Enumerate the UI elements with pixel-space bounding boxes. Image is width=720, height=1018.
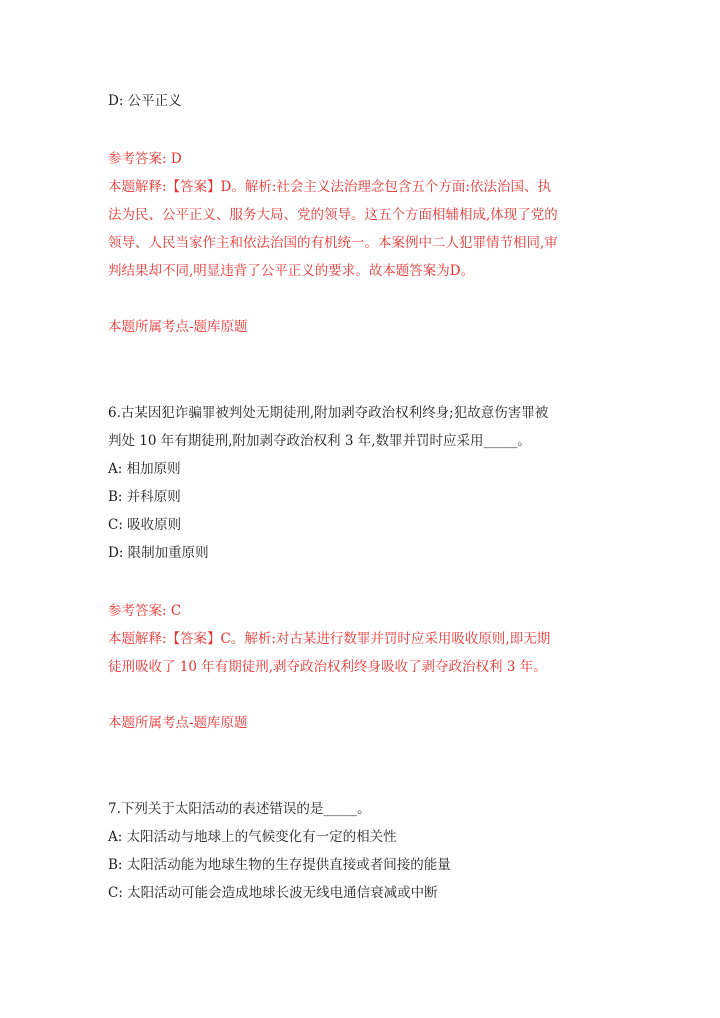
q7-option-c: C: 太阳活动可能会造成地球长波无线电通信衰减或中断 — [108, 885, 438, 901]
q6-option-c: C: 吸收原则 — [108, 517, 182, 533]
prev-option-d: D: 公平正义 — [108, 93, 182, 109]
q6-option-a: A: 相加原则 — [108, 461, 181, 477]
q7-option-b: B: 太阳活动能为地球生物的生存提供直接或者间接的能量 — [108, 857, 451, 873]
prev-source: 本题所属考点-题库原题 — [108, 319, 248, 335]
prev-explanation-line-4: 判结果却不同,明显违背了公平正义的要求。故本题答案为D。 — [108, 263, 475, 279]
q6-stem-line-2: 判处 10 年有期徒刑,附加剥夺政治权利 3 年,数罪并罚时应采用_____。 — [108, 433, 531, 449]
q6-explanation-line-2: 徒刑吸收了 10 年有期徒刑,剥夺政治权利终身吸收了剥夺政治权利 3 年。 — [108, 659, 547, 675]
q7-stem: 7.下列关于太阳活动的表述错误的是_____。 — [108, 801, 371, 817]
q6-option-b: B: 并科原则 — [108, 489, 181, 505]
q6-explanation-line-1: 本题解释:【答案】C。解析:对古某进行数罪并罚时应采用吸收原则,即无期 — [108, 631, 551, 647]
q7-option-a: A: 太阳活动与地球上的气候变化有一定的相关性 — [108, 829, 397, 845]
q6-stem-line-1: 6.古某因犯诈骗罪被判处无期徒刑,附加剥夺政治权利终身;犯故意伤害罪被 — [108, 405, 549, 421]
prev-answer: 参考答案: D — [108, 151, 182, 167]
prev-explanation-line-3: 领导、人民当家作主和依法治国的有机统一。本案例中二人犯罪情节相同,审 — [108, 235, 558, 251]
prev-explanation-line-2: 法为民、公平正义、服务大局、党的领导。这五个方面相辅相成,体现了党的 — [108, 207, 558, 223]
q6-option-d: D: 限制加重原则 — [108, 545, 209, 561]
q6-source: 本题所属考点-题库原题 — [108, 715, 248, 731]
prev-explanation-line-1: 本题解释:【答案】D。解析:社会主义法治理念包含五个方面:依法治国、执 — [108, 179, 551, 195]
q6-answer: 参考答案: C — [108, 603, 182, 619]
